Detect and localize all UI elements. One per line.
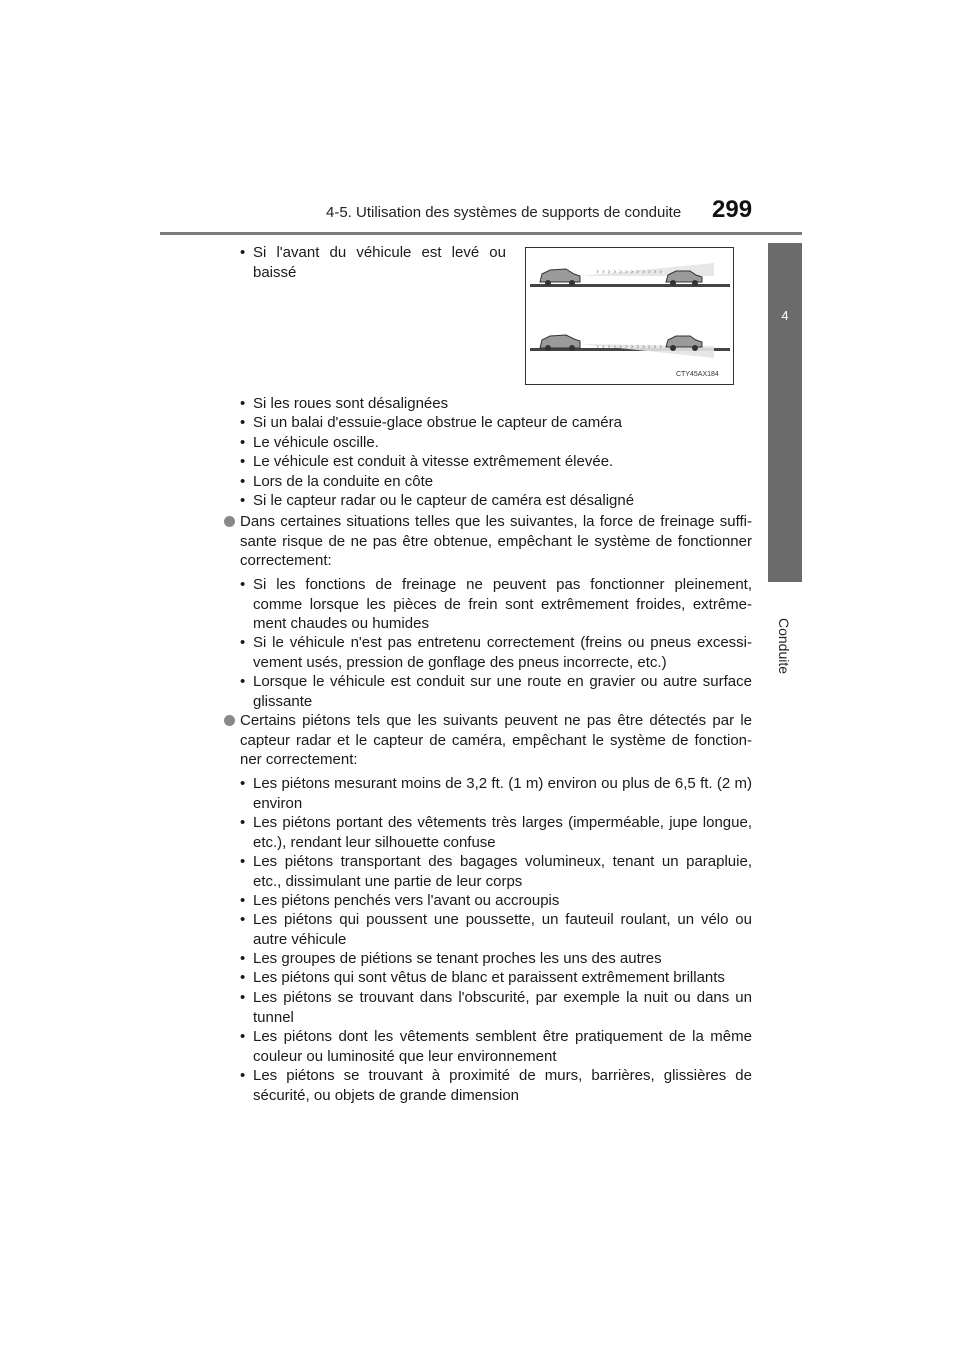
list-item: • Si le capteur radar ou le capteur de caméra est désaligné bbox=[240, 492, 635, 509]
road-line-top bbox=[530, 284, 730, 287]
figure-code: CTY45AX184 bbox=[676, 371, 719, 378]
list-item: • Les piétons mesurant moins de 3,2 ft. (1 m) environ ou plus de 6,5 ft. (2 m) environ bbox=[240, 775, 752, 812]
list-item: • Les piétons transportant des bagages volumineux, tenant un parapluie, etc., dissimulant une partie de leur corps bbox=[240, 853, 752, 890]
list-item: • Si les fonctions de freinage ne peuvent pas fonctionner pleinement, comme lorsque les pièces de frein sont extrêmement froides, extrême-ment chaudes ou humides bbox=[240, 576, 752, 632]
list-item: • Si le véhicule n'est pas entretenu correctement (freins ou pneus excessi-vement usés, pression de gonflage des pneus incorrecte, etc.) bbox=[240, 634, 752, 671]
list-item: • Les piétons se trouvant dans l'obscurité, par exemple la nuit ou dans un tunnel bbox=[240, 989, 752, 1026]
header-divider bbox=[160, 232, 802, 235]
list-item: • Les piétons qui sont vêtus de blanc et paraissent extrêmement brillants bbox=[240, 969, 725, 986]
main-bullet-section: Certains piétons tels que les suivants peuvent ne pas être détectés par le capteur radar et le capteur de caméra, empêchant le système de fonction-ner correctement: bbox=[224, 711, 752, 770]
list-item: • Les groupes de piétions se tenant proches les uns des autres bbox=[240, 950, 662, 967]
radar-diagram bbox=[526, 248, 733, 384]
svg-text:› › › › › › › › › › › ›: › › › › › › › › › › › › bbox=[596, 267, 663, 276]
chapter-tab bbox=[768, 243, 802, 582]
svg-text:› › › › › › › › › › › ›: › › › › › › › › › › › › bbox=[596, 342, 663, 351]
list-item: • Si un balai d'essuie-glace obstrue le capteur de caméra bbox=[240, 414, 622, 431]
chapter-label: Conduite bbox=[776, 618, 792, 675]
list-item: • Le véhicule est conduit à vitesse extrêmement élevée. bbox=[240, 453, 614, 470]
chapter-number: 4 bbox=[781, 308, 789, 323]
list-item: • Les piétons dont les vêtements semblent être pratiquement de la même couleur ou luminosité que leur environnement bbox=[240, 1028, 752, 1065]
list-item: • Le véhicule oscille. bbox=[240, 434, 379, 451]
vehicle-car-icon bbox=[540, 269, 580, 286]
list-item: • Les piétons penchés vers l'avant ou accroupis bbox=[240, 892, 560, 909]
list-item: • Les piétons se trouvant à proximité de murs, barrières, glissières de sécurité, ou objets de grande dimension bbox=[240, 1067, 752, 1104]
page-number: 299 bbox=[712, 196, 753, 223]
radar-wave-icons bbox=[596, 342, 662, 351]
section-header-title: 4-5. Utilisation des systèmes de supports de conduite bbox=[326, 204, 682, 221]
bullet-circle-icon bbox=[224, 516, 235, 527]
main-bullet-section: Dans certaines situations telles que les suivantes, la force de freinage suffi-sante risque de ne pas être obtenue, empêchant le système de fonctionner correctement: bbox=[224, 512, 752, 571]
list-item: • Lors de la conduite en côte bbox=[240, 473, 434, 490]
radar-illustration bbox=[525, 247, 734, 385]
list-item: • Si l'avant du véhicule est levé ou baissé bbox=[240, 244, 506, 281]
list-item: • Si les roues sont désalignées bbox=[240, 395, 449, 412]
list-item: • Lorsque le véhicule est conduit sur une route en gravier ou autre surface glissante bbox=[240, 673, 752, 710]
bullet-circle-icon bbox=[224, 715, 235, 726]
radar-wave-icons bbox=[596, 267, 662, 276]
list-item: • Les piétons qui poussent une poussette, un fauteuil roulant, un vélo ou autre véhicule bbox=[240, 911, 752, 948]
list-item: • Les piétons portant des vêtements très larges (imperméable, jupe longue, etc.), rendant leur silhouette confuse bbox=[240, 814, 752, 851]
